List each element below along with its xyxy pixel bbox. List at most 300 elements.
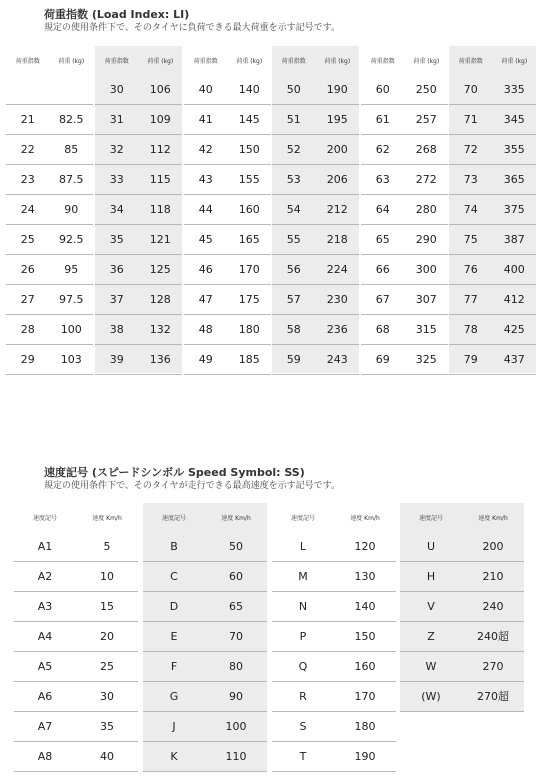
speed-symbol-value: N bbox=[298, 599, 308, 613]
load-kg-value: 109 bbox=[149, 112, 171, 126]
load-index-value: 34 bbox=[109, 202, 124, 216]
load-index-value: 23 bbox=[20, 172, 35, 186]
speed-kmh-value: 30 bbox=[100, 689, 114, 703]
table-row bbox=[6, 344, 93, 375]
load-kg-value: 97.5 bbox=[59, 292, 84, 306]
speed-kmh-value: 90 bbox=[229, 689, 243, 703]
speed-symbol-value: J bbox=[172, 719, 176, 733]
load-index-value: 72 bbox=[463, 142, 478, 156]
speed-kmh-value: 270超 bbox=[477, 690, 509, 703]
load-kg-value: 243 bbox=[326, 352, 348, 366]
speed-symbol-header bbox=[14, 503, 138, 531]
load-kg-value: 200 bbox=[326, 142, 348, 156]
table-row bbox=[449, 284, 536, 315]
header-load-index: 荷重指数 bbox=[458, 57, 483, 65]
load-kg-value: 437 bbox=[503, 352, 525, 366]
load-index-value: 30 bbox=[109, 82, 124, 96]
table-row bbox=[272, 561, 396, 592]
table-row bbox=[184, 74, 271, 105]
load-index-value: 45 bbox=[198, 232, 213, 246]
table-row bbox=[6, 224, 93, 255]
table-row bbox=[6, 194, 93, 225]
load-kg-value: 335 bbox=[503, 82, 525, 96]
load-index-value: 41 bbox=[198, 112, 213, 126]
load-kg-value: 100 bbox=[60, 322, 82, 336]
load-index-value: 56 bbox=[286, 262, 301, 276]
load-index-value: 59 bbox=[286, 352, 301, 366]
speed-symbol-group bbox=[400, 503, 524, 711]
speed-symbol-value: E bbox=[170, 629, 178, 643]
speed-kmh-value: 100 bbox=[225, 719, 247, 733]
load-kg-value: 280 bbox=[415, 202, 437, 216]
speed-symbol-value: Q bbox=[298, 659, 308, 673]
load-index-group bbox=[184, 46, 271, 373]
table-row bbox=[272, 741, 396, 772]
load-index-value: 36 bbox=[109, 262, 124, 276]
table-row bbox=[184, 134, 271, 165]
load-index-header bbox=[95, 46, 182, 74]
table-row bbox=[272, 134, 359, 165]
load-index-value: 53 bbox=[286, 172, 301, 186]
load-index-value: 27 bbox=[20, 292, 35, 306]
load-index-group bbox=[449, 46, 536, 373]
load-index-value: 76 bbox=[463, 262, 478, 276]
load-kg-value: 155 bbox=[238, 172, 260, 186]
load-index-value: 57 bbox=[286, 292, 301, 306]
table-row bbox=[143, 741, 267, 772]
load-kg-value: 92.5 bbox=[59, 232, 84, 246]
speed-symbol-value: R bbox=[299, 689, 307, 703]
speed-kmh-value: 140 bbox=[354, 599, 376, 613]
load-kg-value: 224 bbox=[326, 262, 348, 276]
load-index-description: 規定の使用条件下で、そのタイヤに負荷できる最大荷重を示す記号です。 bbox=[44, 23, 340, 33]
speed-symbol-description: 規定の使用条件下で、そのタイヤが走行できる最高速度を示す記号です。 bbox=[44, 481, 340, 491]
speed-symbol-value: K bbox=[170, 749, 178, 763]
load-kg-value: 103 bbox=[60, 352, 82, 366]
speed-symbol-value: C bbox=[170, 569, 178, 583]
load-kg-value: 195 bbox=[326, 112, 348, 126]
load-index-value: 35 bbox=[109, 232, 124, 246]
speed-symbol-value: A1 bbox=[37, 539, 53, 553]
table-row bbox=[449, 74, 536, 105]
speed-symbol-group bbox=[14, 503, 138, 771]
header-speed-kmh: 速度 Km/h bbox=[350, 514, 380, 522]
table-row bbox=[143, 711, 267, 742]
load-index-value: 25 bbox=[20, 232, 35, 246]
load-index-value: 26 bbox=[20, 262, 35, 276]
speed-symbol-value: Z bbox=[427, 629, 435, 643]
load-kg-value: 160 bbox=[238, 202, 260, 216]
table-row bbox=[272, 651, 396, 682]
speed-symbol-value: S bbox=[299, 719, 307, 733]
load-kg-value: 140 bbox=[238, 82, 260, 96]
speed-kmh-value: 130 bbox=[354, 569, 376, 583]
table-row bbox=[184, 254, 271, 285]
table-row bbox=[14, 621, 138, 652]
load-kg-value: 230 bbox=[326, 292, 348, 306]
table-row bbox=[449, 344, 536, 375]
table-row bbox=[272, 681, 396, 712]
speed-kmh-value: 270 bbox=[482, 659, 504, 673]
table-row bbox=[272, 224, 359, 255]
speed-symbol-value: A6 bbox=[37, 689, 53, 703]
table-row bbox=[14, 741, 138, 772]
load-index-value: 31 bbox=[109, 112, 124, 126]
load-index-group bbox=[272, 46, 359, 373]
load-kg-value: 90 bbox=[64, 202, 79, 216]
header-load-kg: 荷重 (kg) bbox=[58, 57, 85, 65]
load-index-value: 49 bbox=[198, 352, 213, 366]
table-row bbox=[272, 711, 396, 742]
load-index-value: 73 bbox=[463, 172, 478, 186]
table-row bbox=[14, 531, 138, 562]
table-row bbox=[143, 591, 267, 622]
table-row bbox=[14, 711, 138, 742]
table-row bbox=[14, 651, 138, 682]
table-row bbox=[95, 344, 182, 375]
load-index-value: 79 bbox=[463, 352, 478, 366]
header-speed-kmh: 速度 Km/h bbox=[221, 514, 251, 522]
load-index-value: 75 bbox=[463, 232, 478, 246]
load-index-value: 50 bbox=[286, 82, 301, 96]
load-index-value: 47 bbox=[198, 292, 213, 306]
load-index-value: 39 bbox=[109, 352, 124, 366]
load-index-header bbox=[6, 46, 93, 74]
load-index-value: 38 bbox=[109, 322, 124, 336]
load-kg-value: 307 bbox=[415, 292, 437, 306]
load-index-value: 21 bbox=[20, 112, 35, 126]
header-load-index: 荷重指数 bbox=[104, 57, 129, 65]
load-index-value: 37 bbox=[109, 292, 124, 306]
load-index-value: 62 bbox=[375, 142, 390, 156]
table-row bbox=[14, 681, 138, 712]
table-row bbox=[449, 194, 536, 225]
table-row bbox=[6, 254, 93, 285]
load-kg-value: 112 bbox=[149, 142, 171, 156]
table-row bbox=[272, 591, 396, 622]
load-kg-value: 150 bbox=[238, 142, 260, 156]
load-kg-value: 185 bbox=[238, 352, 260, 366]
load-index-value: 28 bbox=[20, 322, 35, 336]
speed-kmh-value: 5 bbox=[103, 539, 111, 553]
table-row bbox=[361, 344, 448, 375]
speed-kmh-value: 190 bbox=[354, 749, 376, 763]
table-row bbox=[400, 591, 524, 622]
table-row bbox=[400, 651, 524, 682]
speed-symbol-value: (W) bbox=[421, 689, 441, 703]
speed-symbol-value: G bbox=[169, 689, 179, 703]
speed-kmh-value: 180 bbox=[354, 719, 376, 733]
header-load-kg: 荷重 (kg) bbox=[413, 57, 440, 65]
speed-symbol-value: A4 bbox=[37, 629, 53, 643]
speed-symbol-group bbox=[143, 503, 267, 771]
header-load-kg: 荷重 (kg) bbox=[501, 57, 528, 65]
load-index-value: 22 bbox=[20, 142, 35, 156]
speed-kmh-value: 50 bbox=[229, 539, 243, 553]
load-kg-value: 206 bbox=[326, 172, 348, 186]
table-row bbox=[95, 224, 182, 255]
load-index-group bbox=[6, 46, 93, 373]
load-index-value: 52 bbox=[286, 142, 301, 156]
table-row bbox=[272, 284, 359, 315]
load-kg-value: 145 bbox=[238, 112, 260, 126]
header-speed-symbol: 速度記号 bbox=[418, 514, 443, 522]
table-row bbox=[361, 314, 448, 345]
load-index-value: 46 bbox=[198, 262, 213, 276]
speed-symbol-header bbox=[272, 503, 396, 531]
header-speed-symbol: 速度記号 bbox=[161, 514, 186, 522]
table-row bbox=[272, 344, 359, 375]
table-row bbox=[184, 314, 271, 345]
load-kg-value: 400 bbox=[503, 262, 525, 276]
header-speed-symbol: 速度記号 bbox=[290, 514, 315, 522]
table-row bbox=[95, 164, 182, 195]
speed-kmh-value: 70 bbox=[229, 629, 243, 643]
table-row bbox=[449, 224, 536, 255]
load-kg-value: 425 bbox=[503, 322, 525, 336]
load-index-value: 58 bbox=[286, 322, 301, 336]
table-row bbox=[400, 561, 524, 592]
load-kg-value: 387 bbox=[503, 232, 525, 246]
speed-kmh-value: 240超 bbox=[477, 630, 509, 643]
speed-symbol-value: M bbox=[298, 569, 308, 583]
speed-kmh-value: 240 bbox=[482, 599, 504, 613]
table-row bbox=[272, 164, 359, 195]
table-row bbox=[449, 314, 536, 345]
load-kg-value: 355 bbox=[503, 142, 525, 156]
header-speed-kmh: 速度 Km/h bbox=[478, 514, 508, 522]
load-index-header bbox=[272, 46, 359, 74]
table-row bbox=[272, 104, 359, 135]
load-index-value: 67 bbox=[375, 292, 390, 306]
speed-kmh-value: 210 bbox=[482, 569, 504, 583]
speed-kmh-value: 65 bbox=[229, 599, 243, 613]
table-row bbox=[95, 194, 182, 225]
speed-kmh-value: 110 bbox=[225, 749, 247, 763]
header-load-index: 荷重指数 bbox=[15, 57, 40, 65]
load-index-value: 32 bbox=[109, 142, 124, 156]
table-row bbox=[6, 314, 93, 345]
load-kg-value: 128 bbox=[149, 292, 171, 306]
speed-symbol-value: V bbox=[427, 599, 435, 613]
load-index-value: 44 bbox=[198, 202, 213, 216]
table-row bbox=[143, 651, 267, 682]
table-row bbox=[95, 254, 182, 285]
table-row bbox=[95, 104, 182, 135]
speed-kmh-value: 40 bbox=[100, 749, 114, 763]
speed-kmh-value: 60 bbox=[229, 569, 243, 583]
load-index-value: 66 bbox=[375, 262, 390, 276]
load-kg-value: 95 bbox=[64, 262, 79, 276]
speed-symbol-value: D bbox=[169, 599, 179, 613]
table-row bbox=[272, 314, 359, 345]
table-row bbox=[400, 681, 524, 712]
load-kg-value: 180 bbox=[238, 322, 260, 336]
speed-symbol-value: T bbox=[299, 749, 307, 763]
speed-symbol-value: A2 bbox=[37, 569, 53, 583]
speed-kmh-value: 15 bbox=[100, 599, 114, 613]
speed-kmh-value: 10 bbox=[100, 569, 114, 583]
table-row bbox=[272, 621, 396, 652]
speed-symbol-header bbox=[143, 503, 267, 531]
load-kg-value: 82.5 bbox=[59, 112, 84, 126]
load-index-value: 40 bbox=[198, 82, 213, 96]
table-row bbox=[6, 164, 93, 195]
table-row bbox=[361, 224, 448, 255]
load-kg-value: 236 bbox=[326, 322, 348, 336]
load-index-value: 61 bbox=[375, 112, 390, 126]
load-index-value: 54 bbox=[286, 202, 301, 216]
speed-kmh-value: 160 bbox=[354, 659, 376, 673]
load-index-header bbox=[449, 46, 536, 74]
speed-kmh-value: 120 bbox=[354, 539, 376, 553]
load-index-header bbox=[361, 46, 448, 74]
load-index-value: 55 bbox=[286, 232, 301, 246]
table-row bbox=[449, 104, 536, 135]
load-kg-value: 136 bbox=[149, 352, 171, 366]
table-row bbox=[143, 621, 267, 652]
table-row bbox=[361, 134, 448, 165]
load-index-value: 43 bbox=[198, 172, 213, 186]
load-kg-value: 170 bbox=[238, 262, 260, 276]
load-kg-value: 300 bbox=[415, 262, 437, 276]
load-index-title: 荷重指数 (Load Index: LI) bbox=[44, 8, 190, 21]
table-row bbox=[272, 254, 359, 285]
table-row bbox=[184, 194, 271, 225]
table-row bbox=[6, 74, 93, 105]
load-kg-value: 345 bbox=[503, 112, 525, 126]
table-row bbox=[272, 531, 396, 562]
table-row bbox=[272, 74, 359, 105]
table-row bbox=[143, 531, 267, 562]
load-index-value: 42 bbox=[198, 142, 213, 156]
header-speed-kmh: 速度 Km/h bbox=[92, 514, 122, 522]
load-index-value: 24 bbox=[20, 202, 35, 216]
table-row bbox=[361, 104, 448, 135]
header-load-index: 荷重指数 bbox=[370, 57, 395, 65]
load-kg-value: 325 bbox=[415, 352, 437, 366]
speed-symbol-value: F bbox=[170, 659, 178, 673]
load-index-value: 74 bbox=[463, 202, 478, 216]
load-kg-value: 412 bbox=[503, 292, 525, 306]
table-row bbox=[449, 254, 536, 285]
load-kg-value: 190 bbox=[326, 82, 348, 96]
load-kg-value: 257 bbox=[415, 112, 437, 126]
header-speed-symbol: 速度記号 bbox=[32, 514, 57, 522]
speed-kmh-value: 170 bbox=[354, 689, 376, 703]
speed-symbol-value: A3 bbox=[37, 599, 53, 613]
load-kg-value: 268 bbox=[415, 142, 437, 156]
load-index-value: 51 bbox=[286, 112, 301, 126]
speed-symbol-value: A5 bbox=[37, 659, 53, 673]
load-kg-value: 121 bbox=[149, 232, 171, 246]
header-load-kg: 荷重 (kg) bbox=[236, 57, 263, 65]
table-row bbox=[184, 164, 271, 195]
speed-kmh-value: 80 bbox=[229, 659, 243, 673]
table-row bbox=[361, 284, 448, 315]
load-kg-value: 85 bbox=[64, 142, 79, 156]
load-index-value: 71 bbox=[463, 112, 478, 126]
speed-symbol-value: P bbox=[299, 629, 307, 643]
load-kg-value: 118 bbox=[149, 202, 171, 216]
load-kg-value: 125 bbox=[149, 262, 171, 276]
table-row bbox=[184, 344, 271, 375]
table-row bbox=[184, 224, 271, 255]
table-row bbox=[272, 194, 359, 225]
load-kg-value: 272 bbox=[415, 172, 437, 186]
load-kg-value: 250 bbox=[415, 82, 437, 96]
table-row bbox=[449, 134, 536, 165]
load-index-value: 29 bbox=[20, 352, 35, 366]
table-row bbox=[143, 681, 267, 712]
table-row bbox=[361, 74, 448, 105]
table-row bbox=[95, 284, 182, 315]
load-index-value: 68 bbox=[375, 322, 390, 336]
table-row bbox=[6, 284, 93, 315]
load-index-group bbox=[95, 46, 182, 373]
header-load-kg: 荷重 (kg) bbox=[147, 57, 174, 65]
load-index-value: 69 bbox=[375, 352, 390, 366]
load-index-value: 63 bbox=[375, 172, 390, 186]
load-kg-value: 290 bbox=[415, 232, 437, 246]
speed-symbol-header bbox=[400, 503, 524, 531]
load-kg-value: 212 bbox=[326, 202, 348, 216]
header-load-index: 荷重指数 bbox=[193, 57, 218, 65]
load-kg-value: 165 bbox=[238, 232, 260, 246]
load-kg-value: 106 bbox=[149, 82, 171, 96]
load-kg-value: 218 bbox=[326, 232, 348, 246]
load-index-value: 78 bbox=[463, 322, 478, 336]
load-index-value: 65 bbox=[375, 232, 390, 246]
table-row bbox=[95, 74, 182, 105]
header-load-index: 荷重指数 bbox=[281, 57, 306, 65]
table-row bbox=[184, 104, 271, 135]
load-index-value: 77 bbox=[463, 292, 478, 306]
table-row bbox=[400, 621, 524, 652]
header-load-kg: 荷重 (kg) bbox=[324, 57, 351, 65]
speed-kmh-value: 25 bbox=[100, 659, 114, 673]
table-row bbox=[449, 164, 536, 195]
table-row bbox=[400, 531, 524, 562]
load-kg-value: 87.5 bbox=[59, 172, 84, 186]
load-index-value: 64 bbox=[375, 202, 390, 216]
speed-symbol-value: A7 bbox=[37, 719, 53, 733]
speed-symbol-value: H bbox=[426, 569, 436, 583]
load-kg-value: 132 bbox=[149, 322, 171, 336]
table-row bbox=[95, 134, 182, 165]
load-kg-value: 115 bbox=[149, 172, 171, 186]
table-row bbox=[14, 561, 138, 592]
speed-symbol-title: 速度記号 (スピードシンボル Speed Symbol: SS) bbox=[44, 466, 305, 479]
load-kg-value: 175 bbox=[238, 292, 260, 306]
table-row bbox=[361, 194, 448, 225]
speed-symbol-value: U bbox=[426, 539, 436, 553]
speed-symbol-value: W bbox=[425, 659, 437, 673]
table-row bbox=[95, 314, 182, 345]
table-row bbox=[14, 591, 138, 622]
load-index-value: 48 bbox=[198, 322, 213, 336]
speed-kmh-value: 200 bbox=[482, 539, 504, 553]
speed-kmh-value: 20 bbox=[100, 629, 114, 643]
speed-symbol-group bbox=[272, 503, 396, 771]
load-index-group bbox=[361, 46, 448, 373]
speed-symbol-value: A8 bbox=[37, 749, 53, 763]
table-row bbox=[6, 134, 93, 165]
table-row bbox=[143, 561, 267, 592]
speed-symbol-value: B bbox=[170, 539, 178, 553]
load-index-value: 60 bbox=[375, 82, 390, 96]
speed-symbol-value: L bbox=[299, 539, 307, 553]
